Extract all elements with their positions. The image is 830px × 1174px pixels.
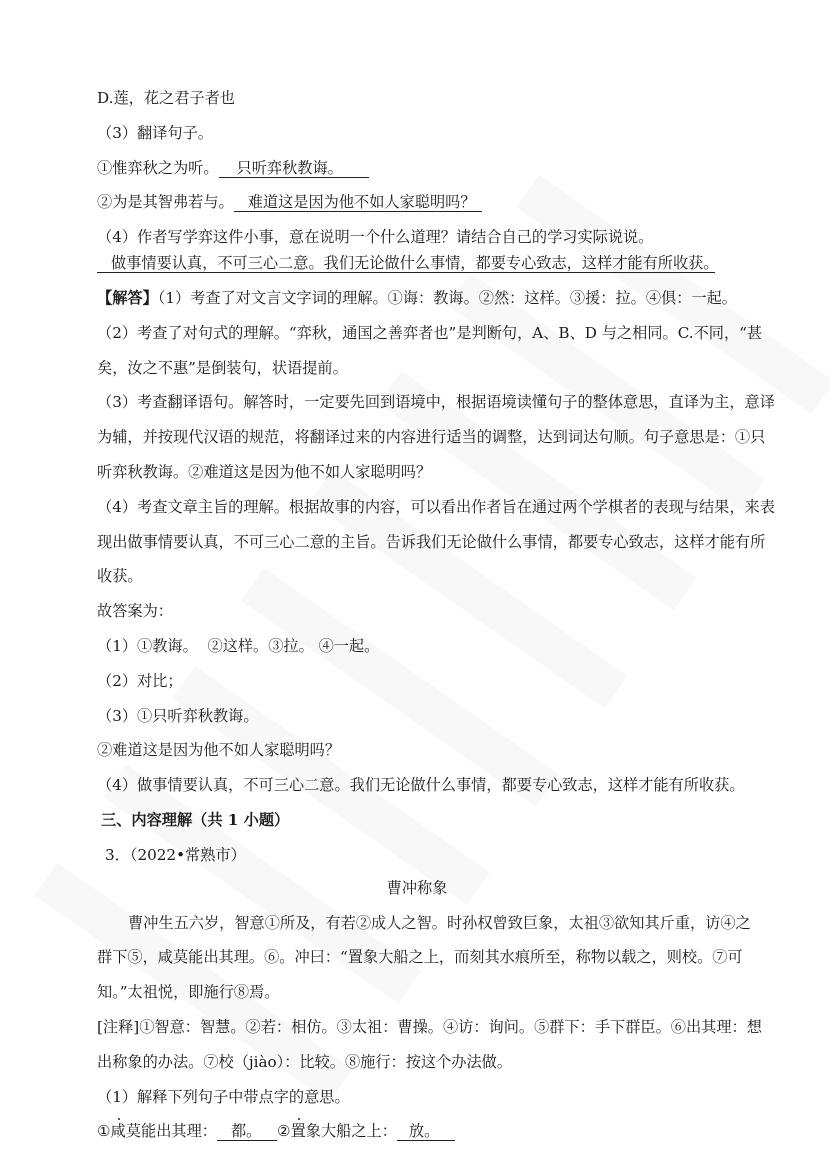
prompt: 象大船之上： [305, 1122, 397, 1141]
passage-line: 曹冲生五六岁，智意①所及，有若②成人之智。时孙权曾致巨象，太祖③欲知其斤重，访④之 [128, 913, 751, 932]
sub-question-1-items [97, 1119, 737, 1154]
answer-intro: 故答案为： [97, 602, 173, 621]
answer-3b: ②难道这是因为他不如人家聪明吗？ [97, 741, 340, 760]
explanation-3: 为辅，并按现代汉语的规范，将翻译过来的内容进行适当的调整，达到词达句顺。句子意思是：①只 [97, 428, 766, 447]
prompt: 莫能出其理： [125, 1122, 217, 1141]
answer-blank: 做事情要认真，不可三心二意。我们无论做什么事情，都要专心致志，这样才能有所收获。 [97, 254, 715, 273]
explanation-4: （4）考查文章主旨的理解。根据故事的内容，可以看出作者旨在通过两个学棋者的表现与结果，来表 [97, 497, 775, 516]
item-number: ② [276, 1122, 291, 1141]
answer-blank: 难道这是因为他不如人家聪明吗？ [234, 193, 482, 212]
answer-blank: 放。 [397, 1122, 455, 1141]
passage-line: 知。”太祖悦，即施行⑧焉。 [97, 983, 280, 1002]
explanation-3: （3）考查翻译语句。解答时，一定要先回到语境中，根据语境读懂句子的整体意思，直译为主，意译 [97, 393, 775, 412]
question-4-answer [97, 251, 737, 286]
question-number: 3．（2022•常熟市） [105, 845, 246, 864]
section-heading: 三、内容理解（共 1 小题） [101, 810, 290, 829]
answer-blank: 只听弈秋教诲。 [219, 159, 369, 178]
question-3-2 [97, 190, 737, 225]
question-4: （4）作者写学弈这件小事，意在说明一个什么道理？请结合自己的学习实际说说。 [97, 228, 654, 247]
explanation-2: （2）考查了对句式的理解。“弈秋，通国之善弈者也”是判断句，A、B、D 与之相同。C.不同，“甚 [97, 323, 763, 342]
document-page [97, 86, 775, 1154]
question-3: （3）翻译句子。 [97, 123, 213, 142]
explanation-2: 矣，汝之不惠”是倒装句，状语提前。 [97, 358, 348, 377]
answer-4: （4）做事情要认真，不可三心二意。我们无论做什么事情，都要专心致志，这样才能有所收获。 [97, 776, 745, 795]
explanation-label: 【解答】 [97, 288, 158, 307]
passage-title: 曹冲称象 [386, 878, 448, 897]
prompt: ②为是其智弗若与。 [97, 193, 234, 212]
explanation-4: 现出做事情要认真，不可三心二意的主旨。告诉我们无论做什么事情，都要专心致志，这样才能有所 [97, 532, 766, 551]
answer-2: （2）对比； [97, 671, 183, 690]
prompt: ①惟弈秋之为听。 [97, 158, 219, 177]
passage-line: 群下⑤，咸莫能出其理。⑥。冲曰：“置象大船之上，而刻其水痕所至，称物以载之，则校。⑦可 [97, 948, 743, 967]
question-3-1 [97, 156, 737, 191]
answer-blank: 都。 [217, 1122, 277, 1141]
answer-3: （3）①只听弈秋教诲。 [97, 706, 259, 725]
text: （1）考查了对文言文字词的理解。①诲：教诲。②然：这样。③援：拉。④俱：一起。 [157, 288, 737, 307]
notes-line: [注释]①智意：智慧。②若：相仿。③太祖：曹操。④访：询问。⑤群下：手下群臣。⑥出其理：想 [97, 1017, 762, 1036]
notes-line: 出称象的办法。⑦校（jiào）：比较。⑧施行：按这个办法做。 [97, 1052, 513, 1071]
option-d: D.莲，花之君子者也 [97, 89, 235, 107]
answer-1: （1）①教诲。 ②这样。③拉。 ④一起。 [97, 636, 380, 655]
sub-question-1: （1）解释下列句子中带点字的意思。 [97, 1087, 350, 1106]
explanation-1 [97, 286, 737, 321]
dotted-char: 咸 [110, 1122, 126, 1141]
explanation-4: 收获。 [97, 567, 143, 586]
dotted-char: 置 [290, 1122, 306, 1141]
item-number: ① [97, 1122, 111, 1141]
explanation-3: 听弈秋教诲。②难道这是因为他不如人家聪明吗？ [97, 462, 432, 481]
